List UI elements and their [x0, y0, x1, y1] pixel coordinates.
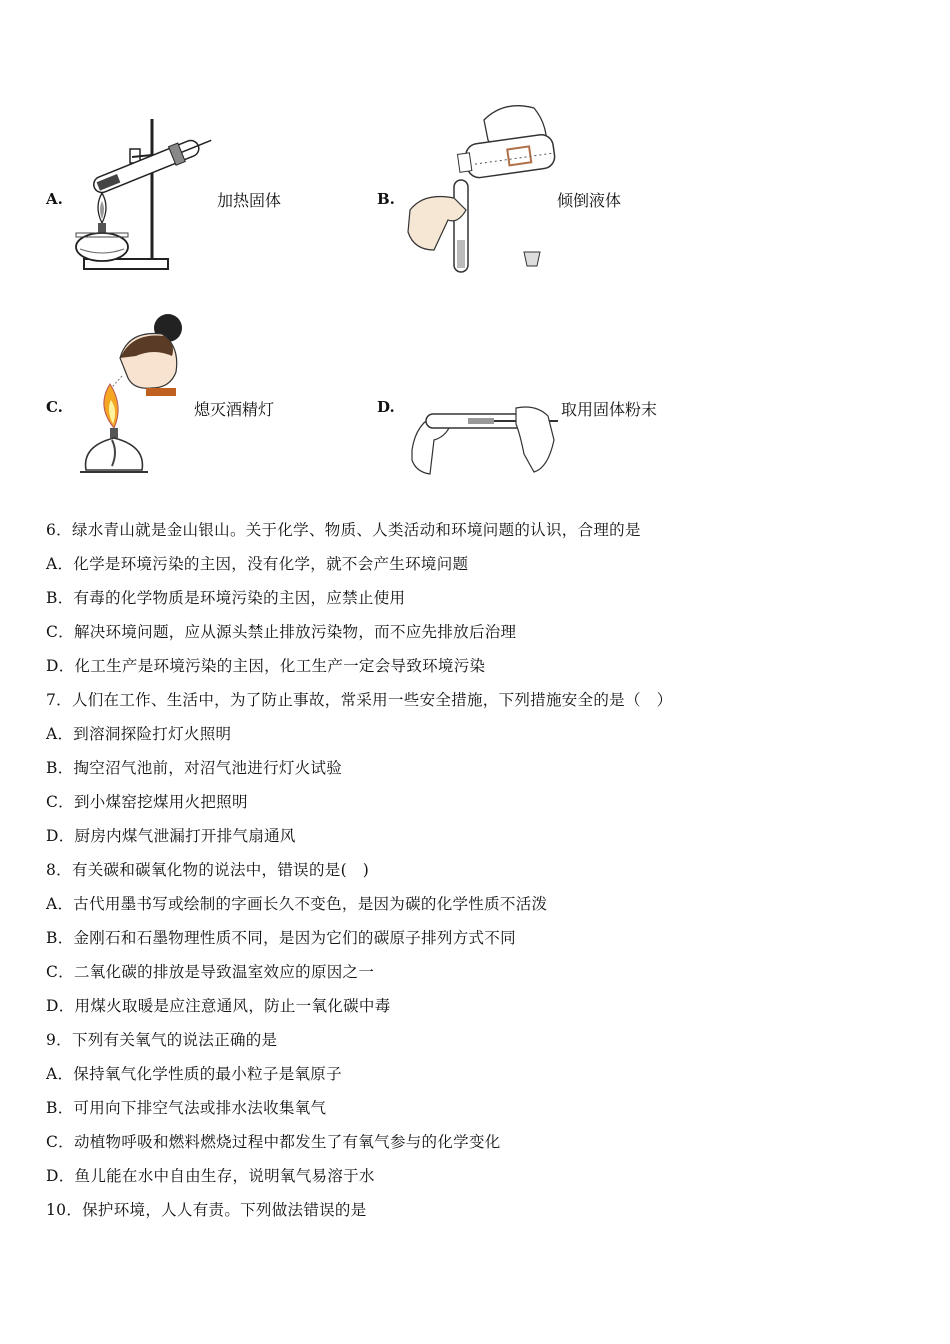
adding-powder-icon — [408, 400, 558, 478]
question-9-stem: 9．下列有关氧气的说法正确的是 — [46, 1031, 278, 1049]
blowing-out-lamp-icon — [76, 310, 196, 478]
question-10-stem: 10．保护环境，人人有责。下列做法错误的是 — [46, 1201, 367, 1219]
question-7-option-b: B．掏空沼气池前，对沼气池进行灯火试验 — [46, 759, 343, 777]
question-7-option-c: C．到小煤窑挖煤用火把照明 — [46, 793, 248, 811]
question-8-stem: 8．有关碳和碳氧化物的说法中，错误的是( ) — [46, 861, 370, 879]
option-letter: D. — [377, 398, 395, 416]
option-caption: 取用固体粉末 — [561, 400, 658, 419]
question-9-option-d: D．鱼儿能在水中自由生存，说明氧气易溶于水 — [46, 1167, 375, 1185]
question-8-option-b: B．金刚石和石墨物理性质不同，是因为它们的碳原子排列方式不同 — [46, 929, 516, 947]
option-letter: A. — [46, 190, 63, 208]
question-7-option-a: A．到溶洞探险打灯火照明 — [46, 725, 232, 743]
option-caption: 熄灭酒精灯 — [194, 400, 275, 419]
question-6-option-c: C．解决环境问题，应从源头禁止排放污染物，而不应先排放后治理 — [46, 623, 517, 641]
question-9-option-c: C．动植物呼吸和燃料燃烧过程中都发生了有氧气参与的化学变化 — [46, 1133, 501, 1151]
question-6-option-d: D．化工生产是环境污染的主因，化工生产一定会导致环境污染 — [46, 657, 486, 675]
pouring-liquid-icon — [404, 100, 554, 275]
option-letter: B. — [377, 190, 395, 208]
question-8-option-a: A．古代用墨书写或绘制的字画长久不变色，是因为碳的化学性质不活泼 — [46, 895, 548, 913]
question-9-option-a: A．保持氧气化学性质的最小粒子是氧原子 — [46, 1065, 342, 1083]
question-8-option-d: D．用煤火取暖是应注意通风，防止一氧化碳中毒 — [46, 997, 391, 1015]
question-6-stem: 6．绿水青山就是金山银山。关于化学、物质、人类活动和环境问题的认识，合理的是 — [46, 521, 641, 539]
question-6-option-b: B．有毒的化学物质是环境污染的主因，应禁止使用 — [46, 589, 406, 607]
question-6-option-a: A．化学是环境污染的主因，没有化学，就不会产生环境问题 — [46, 555, 469, 573]
option-letter: C. — [46, 398, 63, 416]
question-8-option-c: C．二氧化碳的排放是导致温室效应的原因之一 — [46, 963, 375, 981]
question-7-stem: 7．人们在工作、生活中，为了防止事故，常采用一些安全措施，下列措施安全的是（ ） — [46, 691, 673, 709]
option-caption: 加热固体 — [217, 191, 282, 210]
question-7-option-d: D．厨房内煤气泄漏打开排气扇通风 — [46, 827, 296, 845]
heating-solid-apparatus-icon — [70, 115, 220, 275]
option-caption: 倾倒液体 — [557, 191, 622, 210]
question-9-option-b: B．可用向下排空气法或排水法收集氧气 — [46, 1099, 327, 1117]
